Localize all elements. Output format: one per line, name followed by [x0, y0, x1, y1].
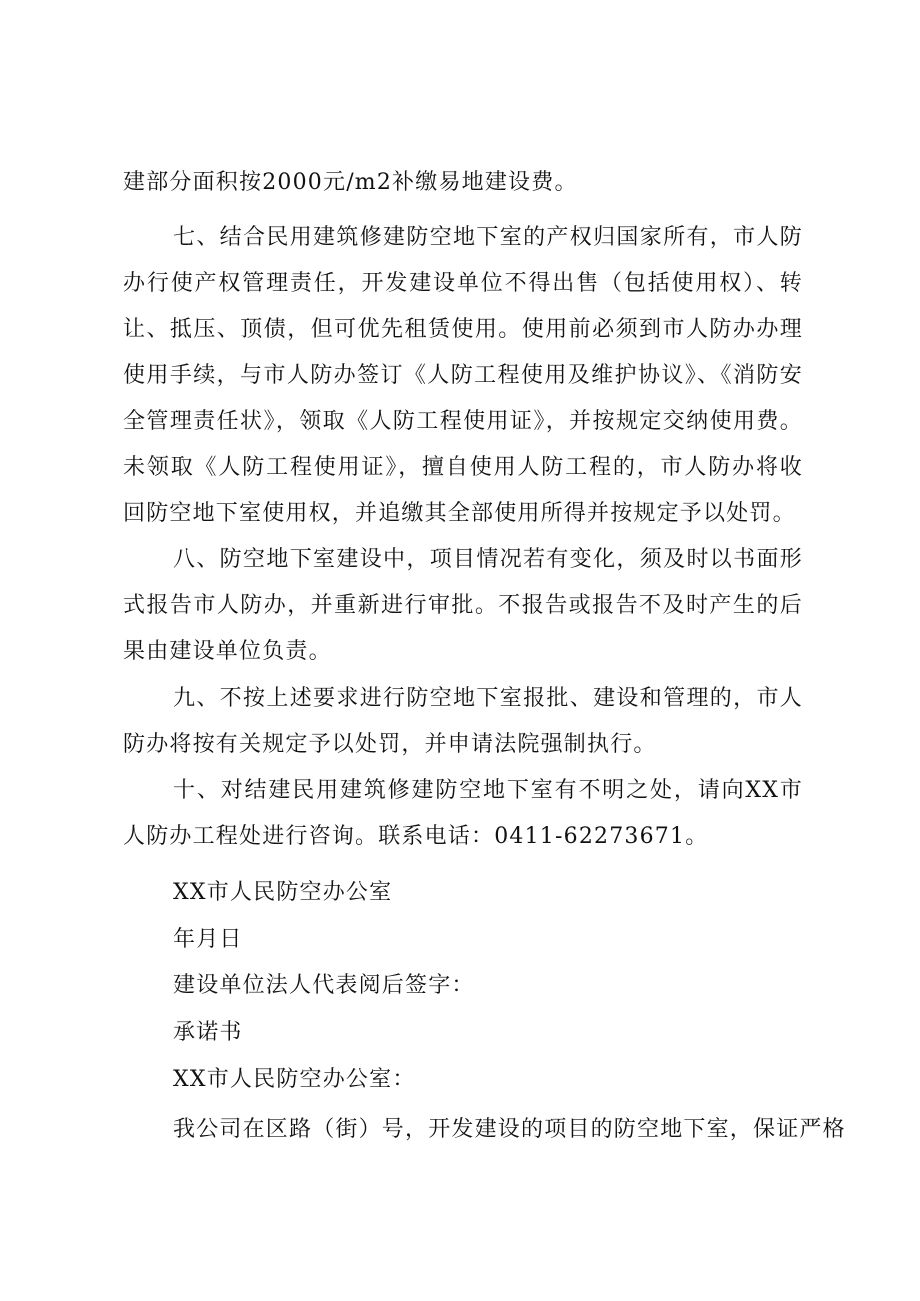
paragraph-seven: 七、结合民用建筑修建防空地下室的产权归国家所有，市人防办行使产权管理责任，开发建设单位不得出售（包括使用权）、转让、抵压、顶债，但可优先租赁使用。使用前必须到市人防办办理使用手续，与市人防办签订《人防工程使用及维护协议》、《消防安全管理责任状》，领取《人防工程使用证》，并按规定交纳使用费。未领取《人防工程使用证》，擅自使用人防工程的，市人防办将收回防空地下室使用权，并追缴其全部使用所得并按规定予以处罚。	[123, 225, 803, 526]
paragraph-ten: 十、对结建民用建筑修建防空地下室有不明之处，请向XX市人防办工程处进行咨询。联系电话：0411-62273671。	[123, 778, 803, 849]
commitment-body: 我公司在区路（街）号，开发建设的项目的防空地下室，保证严格	[173, 1117, 846, 1142]
signature-line: 建设单位法人代表阅后签字：	[173, 973, 475, 998]
paragraph-nine: 九、不按上述要求进行防空地下室报批、建设和管理的，市人防办将按有关规定予以处罚，并申请法院强制执行。	[123, 686, 803, 757]
issuer-name: XX市人民防空办公室	[173, 880, 393, 905]
commitment-title: 承诺书	[173, 1020, 243, 1045]
date-line: 年月日	[173, 927, 243, 952]
continued-paragraph: 建部分面积按2000元/m2补缴易地建设费。	[123, 170, 578, 195]
addressee: XX市人民防空办公室：	[173, 1067, 416, 1092]
paragraph-eight: 八、防空地下室建设中，项目情况若有变化，须及时以书面形式报告市人防办，并重新进行审批。不报告或报告不及时产生的后果由建设单位负责。	[123, 547, 803, 664]
